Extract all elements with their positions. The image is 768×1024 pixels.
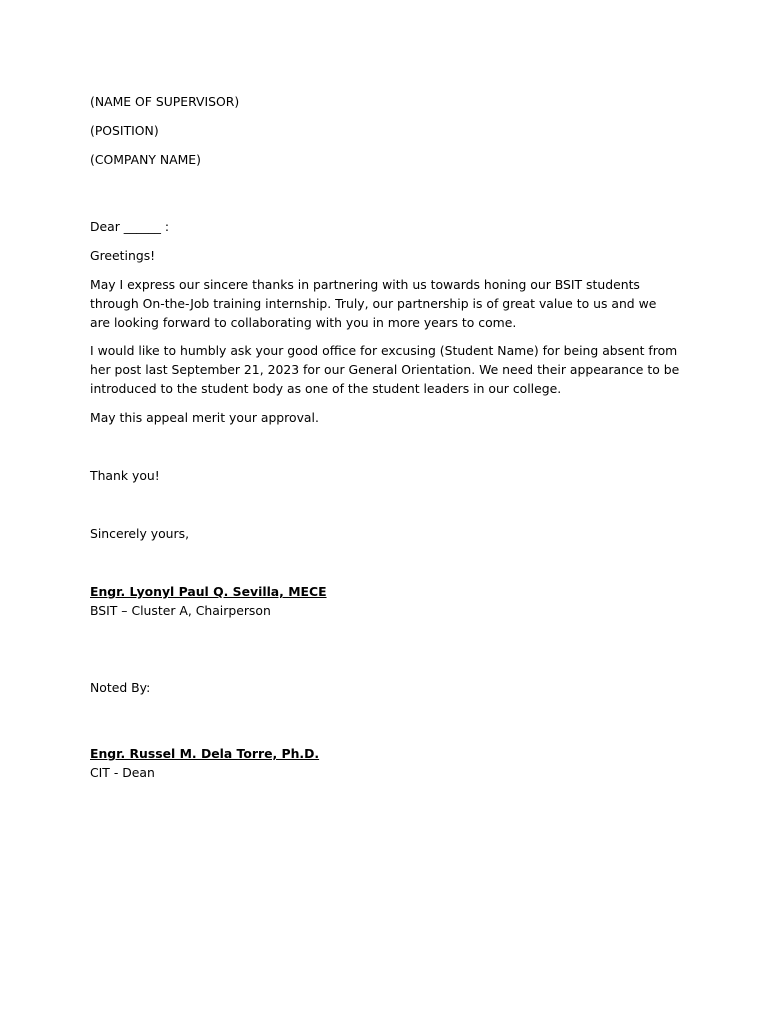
noted-by-title: CIT - Dean [90,765,155,780]
recipient-position: (POSITION) [90,123,159,138]
body-paragraph-2: I would like to humbly ask your good office for excusing (Student Name) for being absent from her post last September 21, 2023 for our General Orientation. We need their appearance to be introduced to the student body as one of the student leaders in our college. [90,343,680,396]
salutation: Dear ______ : [90,219,170,234]
signatory-name: Engr. Lyonyl Paul Q. Sevilla, MECE [90,584,327,599]
noted-by-name: Engr. Russel M. Dela Torre, Ph.D. [90,746,320,761]
recipient-company: (COMPANY NAME) [90,152,201,167]
recipient-name: (NAME OF SUPERVISOR) [90,94,240,109]
body-paragraph-3: May this appeal merit your approval. [90,410,319,425]
closing-line: Sincerely yours, [90,526,190,541]
greeting: Greetings! [90,248,156,263]
noted-by-label: Noted By: [90,680,151,695]
signatory-title: BSIT – Cluster A, Chairperson [90,603,271,618]
thank-you-line: Thank you! [90,468,160,483]
body-paragraph-1: May I express our sincere thanks in partnering with us towards honing our BSIT students through On-the-Job training internship. Truly, our partnership is of great value to us and we are looking forward to collaborating with you in more years to come. [90,277,657,330]
